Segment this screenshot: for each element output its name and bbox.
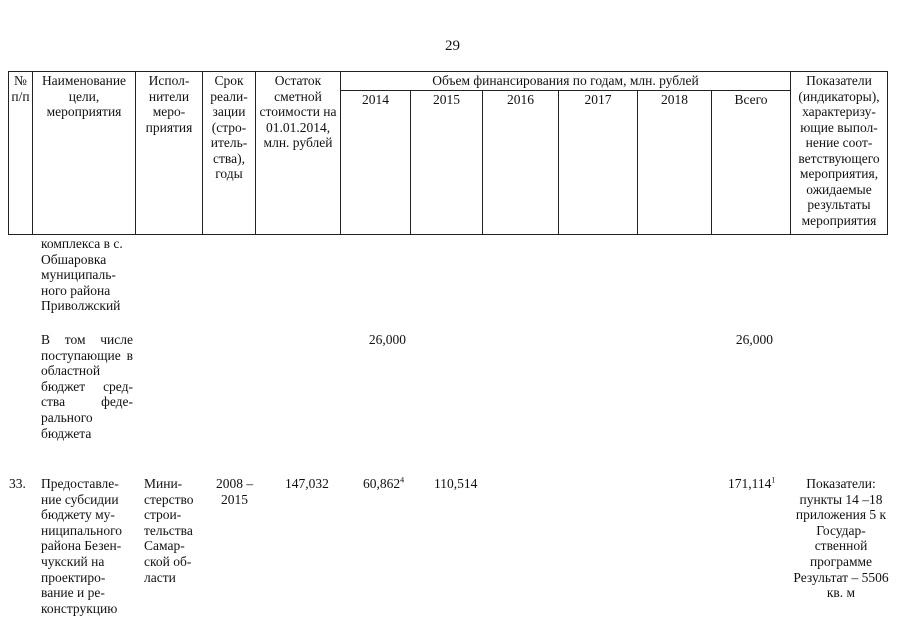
row33-period: 2008 – 2015 xyxy=(215,476,254,507)
subrow-total: 26,000 xyxy=(735,332,773,347)
header-num: № п/п xyxy=(9,72,33,235)
page-number: 29 xyxy=(445,38,460,54)
row33-total-footnote: 1 xyxy=(771,475,776,485)
header-financing: Объем финансирования по годам, млн. рублей xyxy=(341,72,791,91)
row33-balance: 147,032 xyxy=(285,476,329,491)
row33-executor: Мини-стерство строи-тельства Самар-ской об-ласти xyxy=(144,476,194,585)
row33-name: Предоставле-ние субсидии бюджету му-ниципального района Безен-чукский на проектиро-вание и ре-конструкцию xyxy=(41,476,123,616)
header-period: Срок реали-зации (стро-итель-ства), годы xyxy=(203,72,256,235)
row33-2014-footnote: 4 xyxy=(400,475,405,485)
row33-indicators: Показатели: пункты 14 –18 приложения 5 к Государ-ственной программе Результат – 5506 кв. м xyxy=(793,476,889,601)
header-year-2014: 2014 xyxy=(341,90,411,235)
row33-num: 33. xyxy=(9,476,26,491)
subrow-name: В том числе поступающие в областной бюджет сред-ства феде-рального бюджета xyxy=(41,332,133,441)
header-executor: Испол-нители меро-приятия xyxy=(136,72,203,235)
header-indicators: Показатели (индикаторы), характеризу-ющие выпол-нение соот-ветствующего мероприятия, ожидаемые результаты мероприятия xyxy=(791,72,888,235)
header-year-2016: 2016 xyxy=(483,90,559,235)
subrow-2014: 26,000 xyxy=(368,332,406,347)
header-year-2018: 2018 xyxy=(638,90,712,235)
row33-2015: 110,514 xyxy=(434,476,478,491)
header-year-2017: 2017 xyxy=(559,90,638,235)
header-balance: Остаток сметной стоимости на 01.01.2014, млн. рублей xyxy=(256,72,341,235)
table-header xyxy=(8,71,888,235)
header-year-2015: 2015 xyxy=(411,90,483,235)
continuation-name: комплекса в с. Обшаровка муниципаль-ного района Приволжский xyxy=(41,236,123,314)
header-name: Наименование цели, мероприятия xyxy=(33,72,136,235)
row33-total: 171,114$^1$ xyxy=(728,475,776,491)
header-year-total: Всего xyxy=(712,90,791,235)
row33-2014: 60,862$^4$ xyxy=(363,475,405,491)
